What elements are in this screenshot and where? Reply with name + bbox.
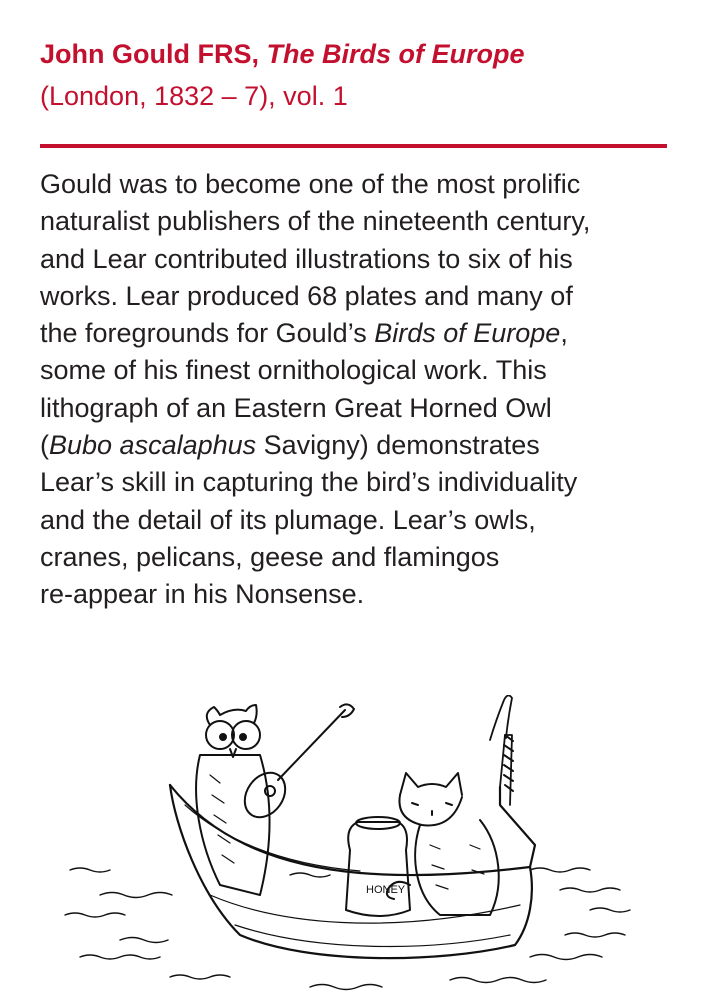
title-publication-info: (London, 1832 – 7), vol. 1 [40,81,348,111]
title-book: The Birds of Europe [266,39,525,69]
body-text-span: ( [40,430,49,461]
body-line [40,427,680,464]
body-text-span: Savigny) demonstrates [256,430,540,461]
book-title-italic: Birds of Europe [374,318,561,349]
body-text-span: , [560,318,568,349]
body-line: some of his finest ornithological work. This [40,355,547,386]
body-line: re-appear in his Nonsense. [40,579,365,610]
body-line: and the detail of its plumage. Lear’s owls, [40,504,536,535]
body-line: works. Lear produced 68 plates and many of [40,280,573,311]
species-name-italic: Bubo ascalaphus [49,430,257,461]
body-text-span: the foregrounds for Gould’s [40,318,375,349]
title-divider [40,144,667,148]
body-line: lithograph of an Eastern Great Horned Owl [40,392,552,423]
owl [196,705,269,895]
page-title [40,38,525,70]
honey-jar [346,817,410,916]
body-line [40,315,680,352]
title-author: John Gould FRS, [40,39,267,69]
body-line: Gould was to become one of the most prolific [40,169,581,199]
body-line: cranes, pelicans, geese and flamingos [40,541,500,572]
body-text [40,166,680,614]
honey-jar-label: HONEY [366,884,406,896]
owl-and-pussycat-illustration [60,695,650,995]
body-line: and Lear contributed illustrations to six of his [40,243,573,274]
body-line: naturalist publishers of the nineteenth century, [40,206,591,237]
body-line: Lear’s skill in capturing the bird’s individuality [40,467,578,498]
